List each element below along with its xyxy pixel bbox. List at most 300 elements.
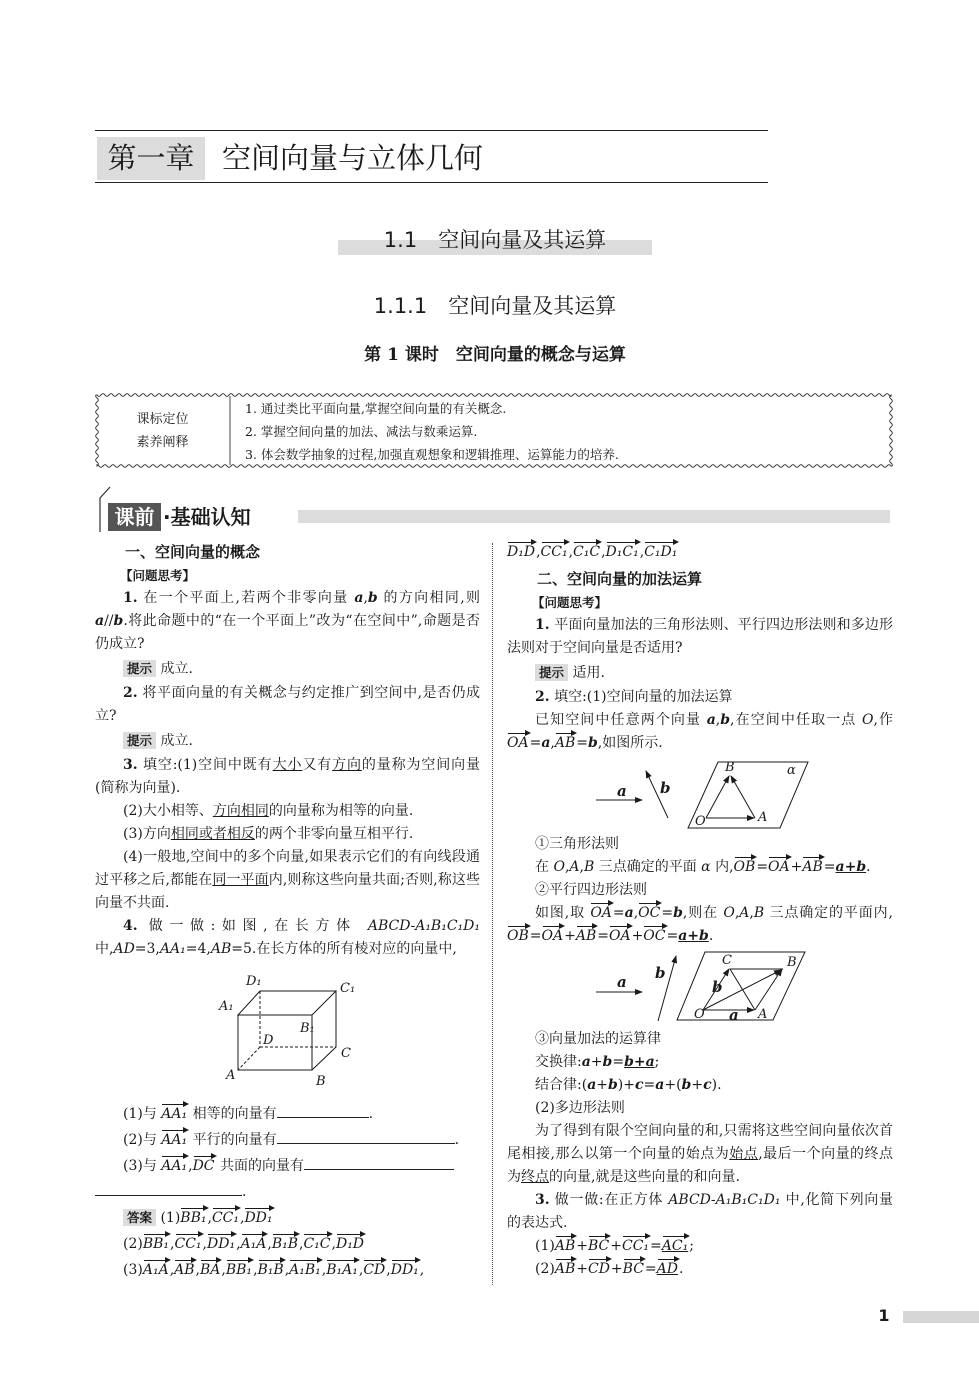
fill-answer: 方向 — [332, 757, 362, 773]
answer-blank — [304, 1155, 454, 1170]
text-run: + — [590, 1054, 603, 1070]
text-run: (3)方向 — [123, 826, 171, 842]
text-run: =3, — [134, 941, 160, 957]
label-tag: 提示 — [123, 732, 156, 749]
label-b: b — [655, 964, 666, 982]
text-run: , — [170, 1236, 175, 1252]
fill-answer: 相同或者相反 — [170, 826, 255, 842]
chapter-top-rule — [95, 130, 768, 131]
addition-laws-heading: ③向量加法的运算律 — [535, 1031, 661, 1047]
math-symbol: B — [753, 905, 765, 921]
text-run: 平面向量加法的三角形法则、平行四边形法则和多边形法则对于空间向量是否适用? — [507, 617, 893, 656]
polygon-rule-heading: (2)多边形法则 — [535, 1100, 625, 1116]
vector-notation: A₁A — [142, 1262, 169, 1278]
text-run: , — [564, 859, 570, 875]
vector-notation: D₁D — [335, 1236, 365, 1252]
pre-class-header — [97, 486, 890, 533]
text-run: (1) — [156, 1210, 181, 1226]
vector-notation: D₁D — [507, 544, 536, 560]
text-run: ,在空间中任取一点 — [730, 712, 862, 728]
vector-notation: AB — [554, 735, 576, 751]
text-run: 将平面向量的有关概念与约定推广到空间中,是否仍成立? — [95, 685, 480, 724]
question-4-part-3 — [95, 1153, 480, 1205]
triangle-rule-figure — [507, 755, 893, 833]
math-symbol: AB — [210, 941, 232, 957]
text-run: // — [104, 613, 114, 629]
subsection-title: 1.1.1 空间向量及其运算 — [373, 294, 617, 318]
math-symbol: AD — [113, 941, 135, 957]
text-run: - — [710, 1192, 716, 1208]
vertex-label-b1: B₁ — [300, 1021, 315, 1036]
vector-notation: CC₁ — [540, 544, 568, 560]
text-run: + — [610, 1238, 622, 1254]
section-heading: 一、空间向量的概念 — [125, 543, 261, 561]
math-symbol: A — [569, 859, 580, 875]
vector-notation: OA — [768, 859, 790, 875]
answer-blank — [95, 1181, 242, 1196]
vector-symbol: c — [703, 1077, 712, 1093]
vector-notation: AA₁ — [161, 1132, 188, 1148]
fill-answer: a+b — [835, 859, 867, 875]
text-run: . — [679, 1261, 684, 1277]
math-symbol: ABCD — [668, 1192, 711, 1208]
text-run: , — [331, 1236, 336, 1252]
text-run: , — [550, 735, 555, 751]
text-run: 中,化简下列向量的表达式. — [507, 1192, 893, 1231]
text-run: 相等的向量有 — [188, 1106, 277, 1122]
vector-notation: OA — [590, 905, 612, 921]
goal-label-standard: 课标定位 — [136, 411, 189, 427]
text-run: = — [597, 928, 609, 944]
goal-item: 2. 掌握空间向量的加法、减法与数乘运算. — [245, 424, 478, 439]
math-symbol: O — [553, 859, 565, 875]
hint-1 — [95, 656, 480, 682]
question-1 — [507, 614, 893, 660]
answer-blank — [277, 1103, 369, 1118]
answer-blank — [277, 1129, 455, 1144]
lesson-title: 第 1 课时 空间向量的概念与运算 — [364, 345, 626, 365]
vector-notation: AA₁ — [161, 1158, 188, 1174]
text-run: + — [691, 1077, 704, 1093]
question-2 — [95, 682, 480, 728]
text-run: = — [529, 928, 542, 944]
vector-notation: C₁D₁ — [644, 544, 678, 560]
question-3-part-2 — [507, 1258, 893, 1281]
plane-label-alpha: α — [787, 763, 796, 778]
vector-notation: BC — [622, 1261, 644, 1277]
pre-class-tag: 课前 — [108, 503, 161, 531]
sentence-end: . — [454, 1132, 460, 1148]
item-number: 3. — [123, 757, 138, 773]
question-4-part-1-text — [123, 1106, 277, 1122]
math-symbol: ABCD — [367, 918, 411, 934]
label-b-inner: b — [712, 978, 723, 996]
fill-answer: 同一平面 — [212, 872, 269, 888]
text-run: , — [253, 1262, 258, 1278]
text-run: +( — [664, 1077, 682, 1093]
answer-3-continued — [507, 541, 893, 564]
text-run: 成立. — [156, 733, 193, 749]
vector-symbol: b — [602, 1054, 613, 1070]
hint-1 — [507, 660, 893, 686]
text-run: 填空:(1)空间中既有 — [137, 757, 273, 773]
text-run: ,如图所示. — [597, 735, 663, 751]
text-run: = — [529, 735, 542, 751]
item-number: 2. — [123, 685, 138, 701]
vector-notation: BB₁ — [142, 1236, 170, 1252]
commutative-law — [507, 1051, 893, 1074]
page-number-bar — [903, 1311, 979, 1323]
text-run: (2)大小相等、 — [123, 803, 213, 819]
think-label: 【问题思考】 — [532, 595, 608, 610]
math-symbol: A₁B₁C₁D₁ — [715, 1192, 781, 1208]
text-run: , — [188, 1158, 193, 1174]
vector-symbol: b — [588, 735, 598, 751]
text-run: 在 — [535, 859, 554, 875]
text-run: + — [610, 1261, 623, 1277]
text-run: 的量称为空间向量(简称为向量). — [95, 757, 481, 796]
text-run: , — [715, 712, 721, 728]
vector-notation: AB — [554, 1261, 576, 1277]
diagonal-ca — [730, 969, 755, 1010]
goals-labels — [95, 393, 230, 468]
vector-notation: OA — [541, 928, 564, 944]
text-run: 为了得到有限个空间向量的和,只需将这些空间向量依次首尾相接,那么以第一个向量的始点为 — [507, 1123, 893, 1162]
text-run: + — [631, 928, 644, 944]
vertex-label-d: D — [263, 1033, 274, 1048]
vector-symbol: a — [581, 1054, 591, 1070]
text-run: = — [823, 859, 836, 875]
question-3 — [95, 754, 480, 800]
parallelogram-rule-figure — [507, 948, 893, 1028]
text-run: , — [202, 1236, 207, 1252]
text-run: , — [236, 1236, 241, 1252]
text-run: , — [207, 1210, 212, 1226]
vector-notation: CC₁ — [621, 1238, 650, 1254]
text-run: 的方向相同,则 — [377, 590, 480, 606]
vector-symbol: b — [608, 1077, 618, 1093]
vector-notation: BA — [200, 1262, 221, 1278]
text-run: + — [576, 1238, 588, 1254]
text-run: - — [410, 918, 416, 934]
label-a: a — [617, 782, 627, 800]
vertex-label-d1: D₁ — [246, 974, 262, 989]
point-label-o: O — [695, 814, 706, 829]
vector-notation: AB — [802, 859, 823, 875]
text-run: = — [666, 928, 679, 944]
left-column — [95, 541, 480, 1283]
text-run: 在一个平面上,若两个非零向量 — [137, 590, 355, 606]
answer-1 — [95, 1205, 480, 1231]
text-run: , — [358, 1262, 364, 1278]
vector-notation: C₁C — [303, 1236, 331, 1252]
vector-notation: DD₁ — [390, 1262, 419, 1278]
item-number: 1. — [123, 590, 138, 606]
polygon-rule-text — [507, 1120, 893, 1189]
text-run: 三点确定的平面内, — [764, 905, 893, 921]
text-run: = — [643, 1077, 656, 1093]
vector-symbol: b — [673, 905, 683, 921]
text-run: 内, — [710, 859, 734, 875]
vector-answer: AD — [656, 1261, 678, 1277]
text-run: , — [568, 544, 574, 560]
vector-symbol: c — [635, 1077, 644, 1093]
fill-answer: a+b — [678, 928, 709, 944]
question-4-part-1 — [95, 1101, 480, 1127]
vertex-label-b: B — [316, 1074, 326, 1089]
vector-symbol: a — [706, 712, 716, 728]
text-run: (2)与 — [123, 1132, 162, 1148]
item-number: 3. — [535, 1192, 550, 1208]
fill-answer: 方向相同 — [212, 803, 269, 819]
vector-symbol: a — [354, 590, 364, 606]
text-run: , — [284, 1262, 290, 1278]
text-run: + — [576, 1261, 588, 1277]
vector-notation: BC — [587, 1238, 610, 1254]
vector-symbol: a — [655, 1077, 665, 1093]
label-b: b — [660, 779, 671, 797]
question-2 — [507, 686, 893, 709]
hint-2 — [95, 728, 480, 754]
question-3-part-2 — [95, 800, 480, 823]
vector-notation: DD₁ — [244, 1210, 273, 1226]
vector-notation: D₁C₁ — [605, 544, 639, 560]
text-run: , — [169, 1262, 175, 1278]
math-symbol: A — [739, 905, 750, 921]
text-run: 成立. — [156, 661, 193, 677]
vector-notation: C₁C — [573, 544, 601, 560]
point-label-b: B — [787, 955, 797, 970]
label-a-inner: a — [729, 1006, 739, 1024]
learning-goals-box — [95, 393, 893, 468]
text-run: ,作 — [873, 712, 894, 728]
text-run: , — [579, 859, 584, 875]
text-run: , — [749, 905, 754, 921]
vector-ob — [706, 776, 729, 818]
text-run: 如图,取 — [535, 905, 591, 921]
vector-notation: OA — [507, 735, 529, 751]
vector-notation: CC₁ — [211, 1210, 239, 1226]
vertex-label-a: A — [226, 1068, 236, 1083]
goal-item: 1. 通过类比平面向量,掌握空间向量的有关概念. — [245, 401, 507, 416]
text-run: ). — [711, 1077, 722, 1093]
question-3-part-1 — [507, 1235, 893, 1258]
math-symbol: A₁B₁C₁D₁ — [415, 918, 480, 934]
vector-symbol: b — [367, 590, 378, 606]
text-run: 又有 — [302, 757, 333, 773]
vector-notation: DC — [192, 1158, 215, 1174]
text-run: , — [734, 905, 740, 921]
text-run: , — [221, 1262, 226, 1278]
think-label: 【问题思考】 — [120, 568, 196, 583]
vector-notation: OC — [638, 905, 661, 921]
chapter-title: 空间向量与立体几何 — [222, 141, 484, 175]
text-run: 的向量称为相等的向量. — [268, 803, 414, 819]
chapter-bottom-rule — [95, 182, 768, 183]
text-run: 适用. — [568, 665, 605, 681]
vertex-label-c: C — [341, 1046, 351, 1061]
text-run: , — [267, 1236, 272, 1252]
question-2-text — [507, 709, 893, 755]
label-a: a — [617, 973, 627, 991]
text-run: (2) — [535, 1261, 555, 1277]
vector-notation: B₁B — [257, 1262, 284, 1278]
fill-answer: b+a — [624, 1054, 655, 1070]
vector-ab — [731, 776, 755, 818]
text-run: = — [650, 1238, 662, 1254]
vector-notation: AB — [174, 1262, 195, 1278]
vector-symbol: b — [681, 1077, 692, 1093]
text-run: 做一做:在正方体 — [549, 1192, 669, 1208]
text-run: = — [644, 1261, 657, 1277]
text-run: , — [363, 590, 368, 606]
point-label-c: C — [722, 953, 732, 968]
question-4-part-2 — [95, 1127, 480, 1153]
parallelogram-rule-heading: ②平行四边形法则 — [535, 882, 647, 898]
page-number: 1 — [878, 1306, 890, 1325]
vector-notation: BB₁ — [180, 1210, 207, 1226]
item-number: 1. — [535, 617, 550, 633]
text-run: = — [612, 1054, 625, 1070]
vector-notation: CD — [363, 1262, 386, 1278]
question-4-part-2-text — [123, 1132, 277, 1148]
text-run: (3)与 — [123, 1158, 162, 1174]
text-run: (3) — [123, 1262, 143, 1278]
text-run: 的向量,就是这些向量的和向量. — [549, 1169, 740, 1185]
math-symbol: AA₁ — [159, 941, 186, 957]
vector-symbol: a — [624, 905, 634, 921]
vector-notation: CC₁ — [174, 1236, 202, 1252]
text-run: 平行的向量有 — [188, 1132, 277, 1148]
text-run: =5.在长方体的所有棱对应的向量中, — [231, 941, 457, 957]
cuboid-figure — [95, 961, 480, 1101]
item-number: 4. — [123, 918, 138, 934]
text-run: + — [564, 928, 576, 944]
vector-notation: B₁A₁ — [326, 1262, 358, 1278]
sentence-end: . — [242, 1184, 247, 1200]
goal-item: 3. 体会数学抽象的过程,加强直观想象和逻辑推理、运算能力的培养. — [245, 447, 619, 462]
cuboid-top-face — [238, 991, 336, 1015]
question-4-part-3-text — [123, 1158, 304, 1174]
text-run: (4)一般地,空间中的多个向量,如果表示它们的有向线段通过平移之后,都能在 — [95, 849, 480, 888]
vector-symbol: a — [541, 735, 551, 751]
vector-symbol: b — [113, 613, 124, 629]
text-run: 的两个非零向量互相平行. — [254, 826, 414, 842]
question-3-part-4 — [95, 846, 480, 915]
text-run: ; — [689, 1238, 694, 1254]
math-symbol: α — [701, 859, 711, 875]
text-run: , — [240, 1210, 245, 1226]
text-run: , — [419, 1262, 425, 1278]
label-tag: 答案 — [123, 1209, 156, 1226]
vector-notation: AA₁ — [161, 1106, 188, 1122]
text-run: 已知空间中任意两个向量 — [535, 712, 707, 728]
question-3-part-3 — [95, 823, 480, 846]
text-run: (1)与 — [123, 1106, 162, 1122]
vector-symbol: b — [720, 712, 731, 728]
text-run: =4, — [185, 941, 211, 957]
point-label-b: B — [725, 760, 735, 775]
answer-3 — [95, 1257, 480, 1283]
vector-notation: AB — [554, 1238, 576, 1254]
header-bar — [298, 510, 890, 523]
right-column — [507, 541, 893, 1281]
vector-notation: B₁B — [271, 1236, 299, 1252]
vector-answer: AC₁ — [661, 1238, 689, 1254]
vector-notation: OB — [507, 928, 529, 944]
question-3 — [507, 1189, 893, 1235]
column-divider — [492, 543, 493, 1285]
associative-law — [507, 1074, 893, 1097]
section-heading: 二、空间向量的加法运算 — [537, 570, 703, 588]
text-run: + — [790, 859, 803, 875]
math-symbol: B — [583, 859, 595, 875]
triangle-rule-text — [507, 856, 893, 879]
vector-notation: OC — [643, 928, 666, 944]
point-label-a: A — [758, 810, 768, 825]
text-run: , — [639, 544, 645, 560]
text-run: (1) — [535, 1238, 555, 1254]
math-symbol: O — [723, 905, 735, 921]
vector-notation: A₁A — [240, 1236, 267, 1252]
vector-ab — [755, 969, 782, 1010]
text-run: , — [299, 1236, 304, 1252]
text-run: ; — [654, 1054, 660, 1070]
text-run: ,最后一个向量的终点为 — [507, 1146, 894, 1185]
text-run: . — [866, 859, 871, 875]
text-run: 做一做:如图,在长方体 — [137, 918, 368, 934]
sentence-end: . — [368, 1106, 374, 1122]
fill-answer: 终点 — [521, 1169, 549, 1185]
text-run: = — [576, 735, 588, 751]
chapter-number: 第一章 — [97, 137, 205, 180]
label-tag: 提示 — [535, 664, 568, 681]
vector-notation: AB — [575, 928, 597, 944]
question-1 — [95, 587, 480, 656]
fill-answer: 大小 — [272, 757, 303, 773]
text-run: . — [708, 928, 714, 944]
text-run: .将此命题中的“在一个平面上”改为“在空间中”,命题是否仍成立? — [95, 613, 480, 652]
goal-label-literacy: 素养阐释 — [136, 434, 189, 450]
vector-notation: BB₁ — [225, 1262, 253, 1278]
text-run: ,则在 — [682, 905, 724, 921]
answer-2 — [95, 1231, 480, 1257]
text-run: , — [195, 1262, 200, 1278]
text-run: )+ — [617, 1077, 635, 1093]
fill-answer: 始点 — [729, 1146, 759, 1162]
text-run: , — [321, 1262, 327, 1278]
label-tag: 提示 — [123, 660, 156, 677]
vector-notation: DD₁ — [207, 1236, 236, 1252]
vector-notation: A₁B₁ — [289, 1262, 321, 1278]
text-run: 结合律:( — [535, 1077, 588, 1093]
text-run: , — [536, 544, 541, 560]
text-run: = — [612, 905, 625, 921]
text-run: = — [661, 905, 674, 921]
math-symbol: O — [861, 712, 874, 728]
vertex-label-a1: A₁ — [219, 999, 234, 1014]
text-run: , — [633, 905, 639, 921]
text-run: 交换律: — [535, 1054, 582, 1070]
cuboid-hidden-edge — [238, 1047, 260, 1070]
text-run: , — [601, 544, 606, 560]
parallelogram-rule-text — [507, 902, 893, 948]
text-run: 共面的向量有 — [215, 1158, 304, 1174]
goals-list — [245, 397, 885, 466]
vector-notation: OB — [733, 859, 756, 875]
section-title: 1.1 空间向量及其运算 — [383, 228, 607, 252]
triangle-rule-heading: ①三角形法则 — [535, 836, 619, 852]
